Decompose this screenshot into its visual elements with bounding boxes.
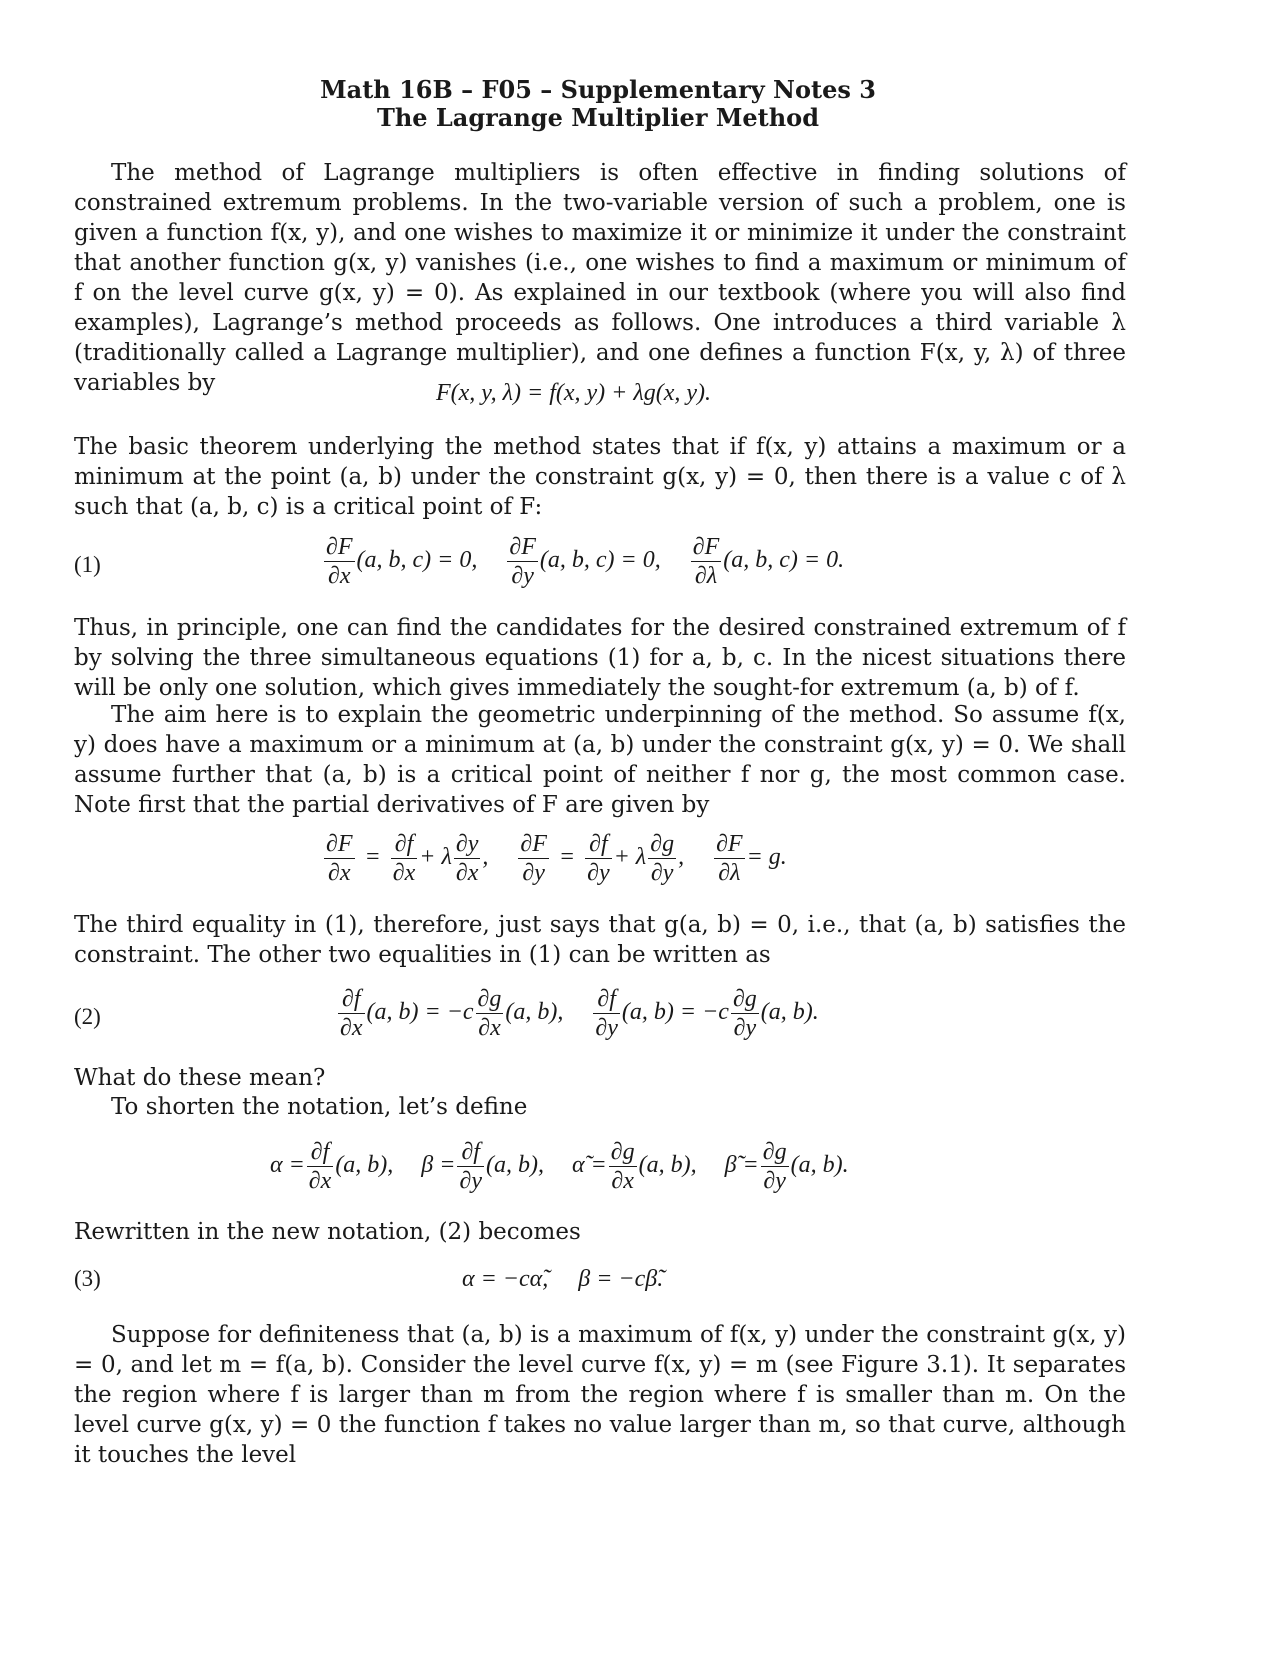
- fraction: $\frac{\partial F}{\partial\lambda}$: [692, 534, 720, 589]
- title-line-2: The Lagrange Multiplier Method: [377, 103, 819, 132]
- paragraph-third-equality: The third equality in (1), therefore, just says that g(a, b) = 0, i.e., that (a, b) satisfies the constraint. The other two equalities in (1) can be written as: [74, 912, 1126, 968]
- paragraph-definiteness: Suppose for definiteness that (a, b) is a maximum of f(x, y) under the constraint g(x, y) = 0, and let m = f(a, b). Consider the level curve f(x, y) = m (see Figure 3.1). It separates the region where f is larger than m from the region where f is smaller than m. On the level curve g(x, y) = 0 the function f takes no value larger than m, so that curve, although it touches the level: [74, 1322, 1126, 1468]
- title-line-1: Math 16B – F05 – Supplementary Notes 3: [320, 75, 876, 104]
- paragraph-candidates: Thus, in principle, one can find the candidates for the desired constrained extremum of f by solving the three simultaneous equations (1) for a, b, c. In the nicest situations there will be only one solution, which gives immediately the sought-for extremum (a, b) of f.: [74, 615, 1126, 701]
- equation-number-2: (2): [74, 1004, 101, 1029]
- equation-partials: $\frac{\partial F}{\partial x}$ = $\frac{\partial f}{\partial x}$ + λ $\frac{\partial y}{\partial x}$ , $\frac{\partial F}{\partial y}$ = $\frac{\partial f}{\partial y}$ + λ $\frac{\partial g}{\partial y}$ , $\frac{\partial F}{\partial\lambda}$ = g.: [326, 831, 787, 886]
- equation-1: $\frac{\partial F}{\partial x}$ (a, b, c) = 0, $\frac{\partial F}{\partial y}$ (a, b, c) = 0, $\frac{\partial F}{\partial\lambda}$ (a, b, c) = 0.: [326, 534, 845, 589]
- paragraph-aim: The aim here is to explain the geometric underpinning of the method. So assume f(x, y) does have a maximum or a minimum at (a, b) under the constraint g(x, y) = 0. We shall assume further that (a, b) is a critical point of neither f nor g, the most common case. Note first that the partial derivatives of F are given by: [74, 702, 1126, 818]
- equation-2: $\frac{\partial f}{\partial x}$ (a, b) = −c $\frac{\partial g}{\partial x}$ (a, b), $\frac{\partial f}{\partial y}$ (a, b) = −c $\frac{\partial g}{\partial y}$ (a, b).: [340, 986, 819, 1041]
- paragraph-theorem: The basic theorem underlying the method states that if f(x, y) attains a maximum or a minimum at the point (a, b) under the constraint g(x, y) = 0, then there is a value c of λ such that (a, b, c) is a critical point of F:: [74, 434, 1126, 520]
- equation-F-definition: F(x, y, λ) = f(x, y) + λg(x, y).: [436, 380, 712, 406]
- equation-number-3: (3): [74, 1266, 101, 1291]
- fraction: $\frac{\partial F}{\partial y}$: [509, 534, 536, 589]
- equation-number-1: (1): [74, 552, 101, 577]
- paragraph-rewritten: Rewritten in the new notation, (2) becomes: [74, 1219, 581, 1245]
- fraction: $\frac{\partial F}{\partial x}$: [326, 534, 353, 589]
- paragraph-intro: The method of Lagrange multipliers is often effective in finding solutions of constrained extremum problems. In the two-variable version of such a problem, one is given a function f(x, y), and one wishes to maximize it or minimize it under the constraint that another function g(x, y) vanishes (i.e., one wishes to find a maximum or minimum of f on the level curve g(x, y) = 0). As explained in our textbook (where you will also find examples), Lagrange’s method proceeds as follows. One introduces a third variable λ (traditionally called a Lagrange multiplier), and one defines a function F(x, y, λ) of three variables by: [74, 160, 1126, 396]
- paragraph-notation: To shorten the notation, let’s define: [111, 1094, 528, 1120]
- paragraph-question: What do these mean?: [74, 1065, 326, 1091]
- equation-definitions: α = $\frac{\partial f}{\partial x}$ (a, b), β = $\frac{\partial f}{\partial y}$ (a, b), α̃ = $\frac{\partial g}{\partial x}$ (a, b), β̃ = $\frac{\partial g}{\partial y}$ (a, b).: [270, 1139, 849, 1194]
- equation-3: α = −cα̃, β = −cβ̃.: [462, 1266, 664, 1292]
